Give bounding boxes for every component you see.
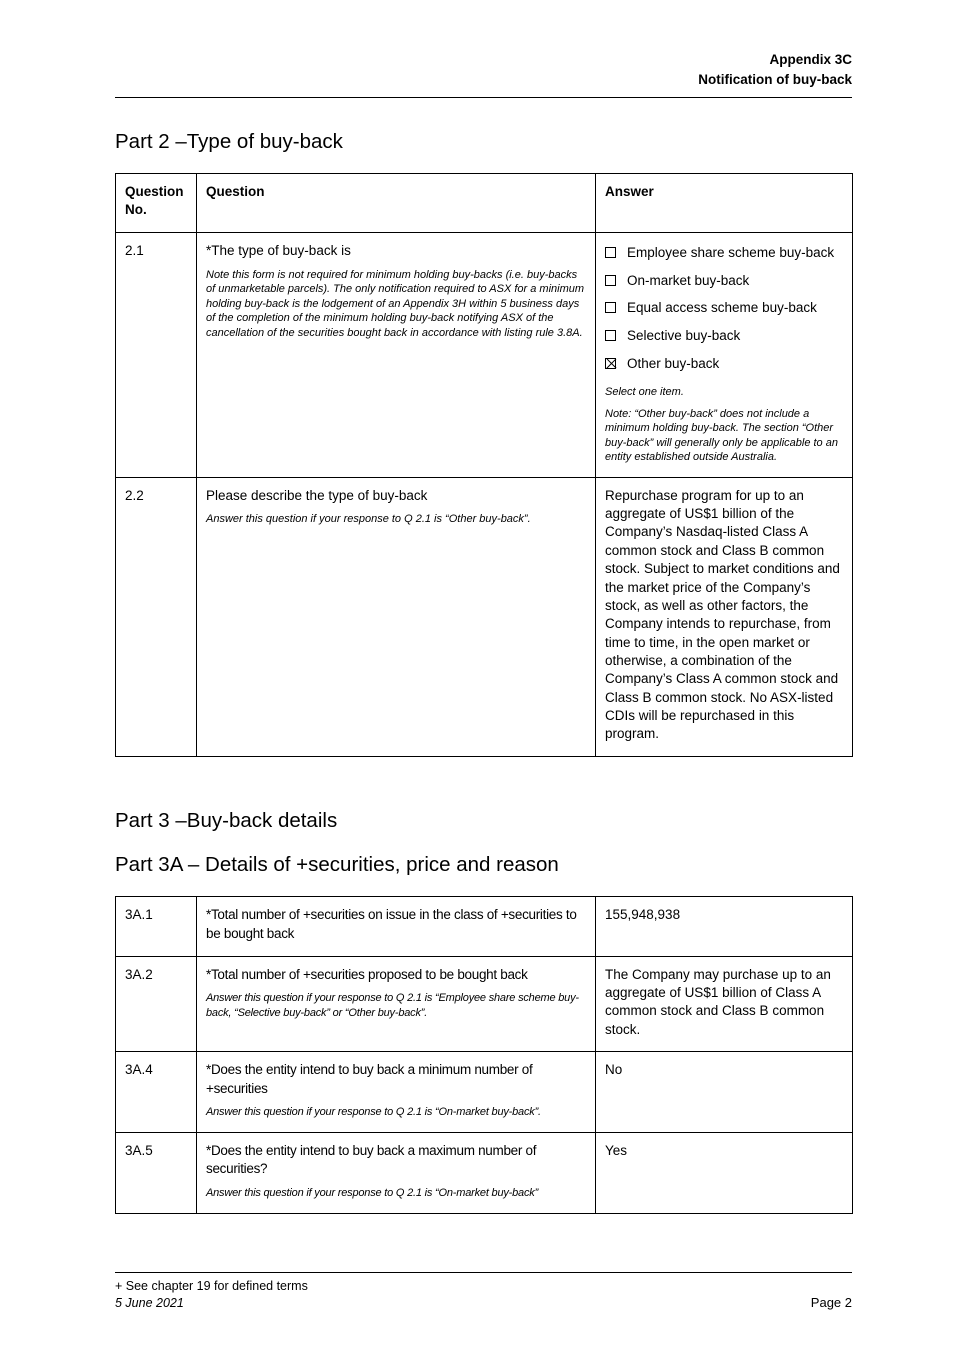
select-one-note: Select one item. bbox=[605, 386, 684, 399]
question-cell-2-2 bbox=[197, 477, 596, 756]
table-row-2-2 bbox=[116, 477, 853, 756]
checkbox-unchecked-icon bbox=[605, 302, 616, 313]
answer-cell-2-1 bbox=[596, 233, 853, 478]
question-note-3a-5: Answer this question if your response to Q 2.1 is “On-market buy-back” bbox=[206, 1187, 539, 1200]
col-answer: Answer bbox=[596, 173, 853, 232]
doc-subtitle: Notification of buy-back bbox=[698, 72, 852, 88]
footer-date: 5 June 2021 bbox=[115, 1295, 184, 1310]
option-label: On-market buy-back bbox=[627, 272, 750, 288]
other-buyback-note: Note: “Other buy-back” does not include a minimum holding buy-back. The section “Other buy-back” will generally only be applicable to an entity established outside Australia. bbox=[605, 407, 838, 464]
checkbox-unchecked-icon bbox=[605, 330, 616, 341]
question-text-3a-5: *Does the entity intend to buy back a maximum number of securities? bbox=[206, 1142, 537, 1177]
header-rule bbox=[115, 97, 852, 98]
question-cell-3a-4 bbox=[197, 1052, 596, 1133]
checkbox-checked-icon bbox=[605, 358, 616, 369]
question-cell-3a-2 bbox=[197, 956, 596, 1051]
option-selective bbox=[605, 327, 842, 346]
answer-text-3a-2: The Company may purchase up to an aggregate of US$1 billion of Class A common stock and Class B common stock. bbox=[605, 966, 831, 1037]
question-text-2-1: *The type of buy-back is bbox=[206, 243, 351, 259]
part3a-table bbox=[115, 896, 853, 1213]
question-no-3a-5: 3A.5 bbox=[116, 1132, 197, 1213]
question-text-2-2: Please describe the type of buy-back bbox=[206, 487, 428, 503]
question-no-3a-1: 3A.1 bbox=[116, 897, 197, 956]
answer-cell-3a-4 bbox=[596, 1052, 853, 1133]
part3-title: Part 3 –Buy-back details bbox=[115, 808, 338, 832]
option-equal-access bbox=[605, 299, 842, 318]
answer-cell-3a-2 bbox=[596, 956, 853, 1051]
footer-rule bbox=[115, 1272, 852, 1273]
page-number: Page 2 bbox=[810, 1294, 852, 1310]
question-cell-2-1 bbox=[197, 233, 596, 478]
checkbox-unchecked-icon bbox=[605, 275, 616, 286]
table-row-2-1 bbox=[116, 233, 853, 478]
question-no-2-2: 2.2 bbox=[116, 477, 197, 756]
part2-table bbox=[115, 173, 853, 757]
answer-text-2-2: Repurchase program for up to an aggregate of US$1 billion of the Company’s Nasdaq-listed Class A common stock and Class B common stock. Subject to market conditions and the market price of the Company’s stock, as well as other factors, the Company intends to repurchase, from time to time, in the open market or otherwise, a combination of the Company’s Class A common stock and Class B common stock. No ASX-listed CDIs will be repurchased in this program. bbox=[605, 487, 840, 742]
question-note-3a-4: Answer this question if your response to Q 2.1 is “On-market buy-back”. bbox=[206, 1106, 541, 1119]
option-other bbox=[605, 355, 842, 374]
part2-title: Part 2 –Type of buy-back bbox=[115, 129, 343, 153]
option-employee-share-scheme bbox=[605, 244, 842, 263]
answer-text-3a-4: No bbox=[605, 1062, 623, 1078]
table-row-3a-2 bbox=[116, 956, 853, 1051]
question-no-3a-4: 3A.4 bbox=[116, 1052, 197, 1133]
option-label: Equal access scheme buy-back bbox=[627, 300, 817, 316]
defined-terms-note: + See chapter 19 for defined terms bbox=[115, 1279, 308, 1293]
answer-cell-3a-5 bbox=[596, 1132, 853, 1213]
table-row-3a-4 bbox=[116, 1052, 853, 1133]
answer-text-3a-5: Yes bbox=[605, 1142, 628, 1158]
col-question: Question bbox=[197, 173, 596, 232]
question-note-2-2: Answer this question if your response to Q 2.1 is “Other buy-back”. bbox=[206, 513, 531, 526]
part3a-title: Part 3A – Details of +securities, price and reason bbox=[115, 853, 559, 877]
page-footer bbox=[115, 1272, 852, 1312]
question-note-3a-2: Answer this question if your response to Q 2.1 is “Employee share scheme buy-back, “Selective buy-back” or “Other buy-back”. bbox=[206, 992, 579, 1019]
question-text-3a-1: *Total number of +securities on issue in the class of +securities to be bought back bbox=[206, 907, 577, 941]
option-label: Selective buy-back bbox=[627, 327, 741, 343]
checkbox-unchecked-icon bbox=[605, 247, 616, 258]
answer-cell-2-2 bbox=[596, 477, 853, 756]
doc-header bbox=[115, 50, 852, 91]
question-cell-3a-5 bbox=[197, 1132, 596, 1213]
question-text-3a-2: *Total number of +securities proposed to be bought back bbox=[206, 966, 528, 982]
table-row-3a-1 bbox=[116, 897, 853, 956]
question-note-2-1: Note this form is not required for minimum holding buy-backs (i.e. buy-backs of unmarketable parcels). The only notification required to ASX for a minimum holding buy-back is the lodgement of an Appendix 3H within 5 business days of the completion of the minimum holding buy-back notifying ASX of the cancellation of the securities bought back in accordance with listing rule 3.8A. bbox=[206, 268, 585, 339]
option-label: Employee share scheme buy-back bbox=[627, 245, 835, 261]
question-cell-3a-1 bbox=[197, 897, 596, 956]
col-question-no: Question No. bbox=[116, 173, 197, 232]
table-row-3a-5 bbox=[116, 1132, 853, 1213]
question-no-3a-2: 3A.2 bbox=[116, 956, 197, 1051]
question-text-3a-4: *Does the entity intend to buy back a minimum number of +securities bbox=[206, 1062, 533, 1096]
option-label: Other buy-back bbox=[627, 355, 720, 371]
footer-left bbox=[115, 1278, 308, 1312]
appendix-label: Appendix 3C bbox=[769, 52, 852, 67]
answer-cell-3a-1 bbox=[596, 897, 853, 956]
option-on-market bbox=[605, 272, 842, 291]
part2-header-row bbox=[116, 173, 853, 232]
question-no-2-1: 2.1 bbox=[116, 233, 197, 478]
answer-text-3a-1: 155,948,938 bbox=[605, 907, 681, 923]
